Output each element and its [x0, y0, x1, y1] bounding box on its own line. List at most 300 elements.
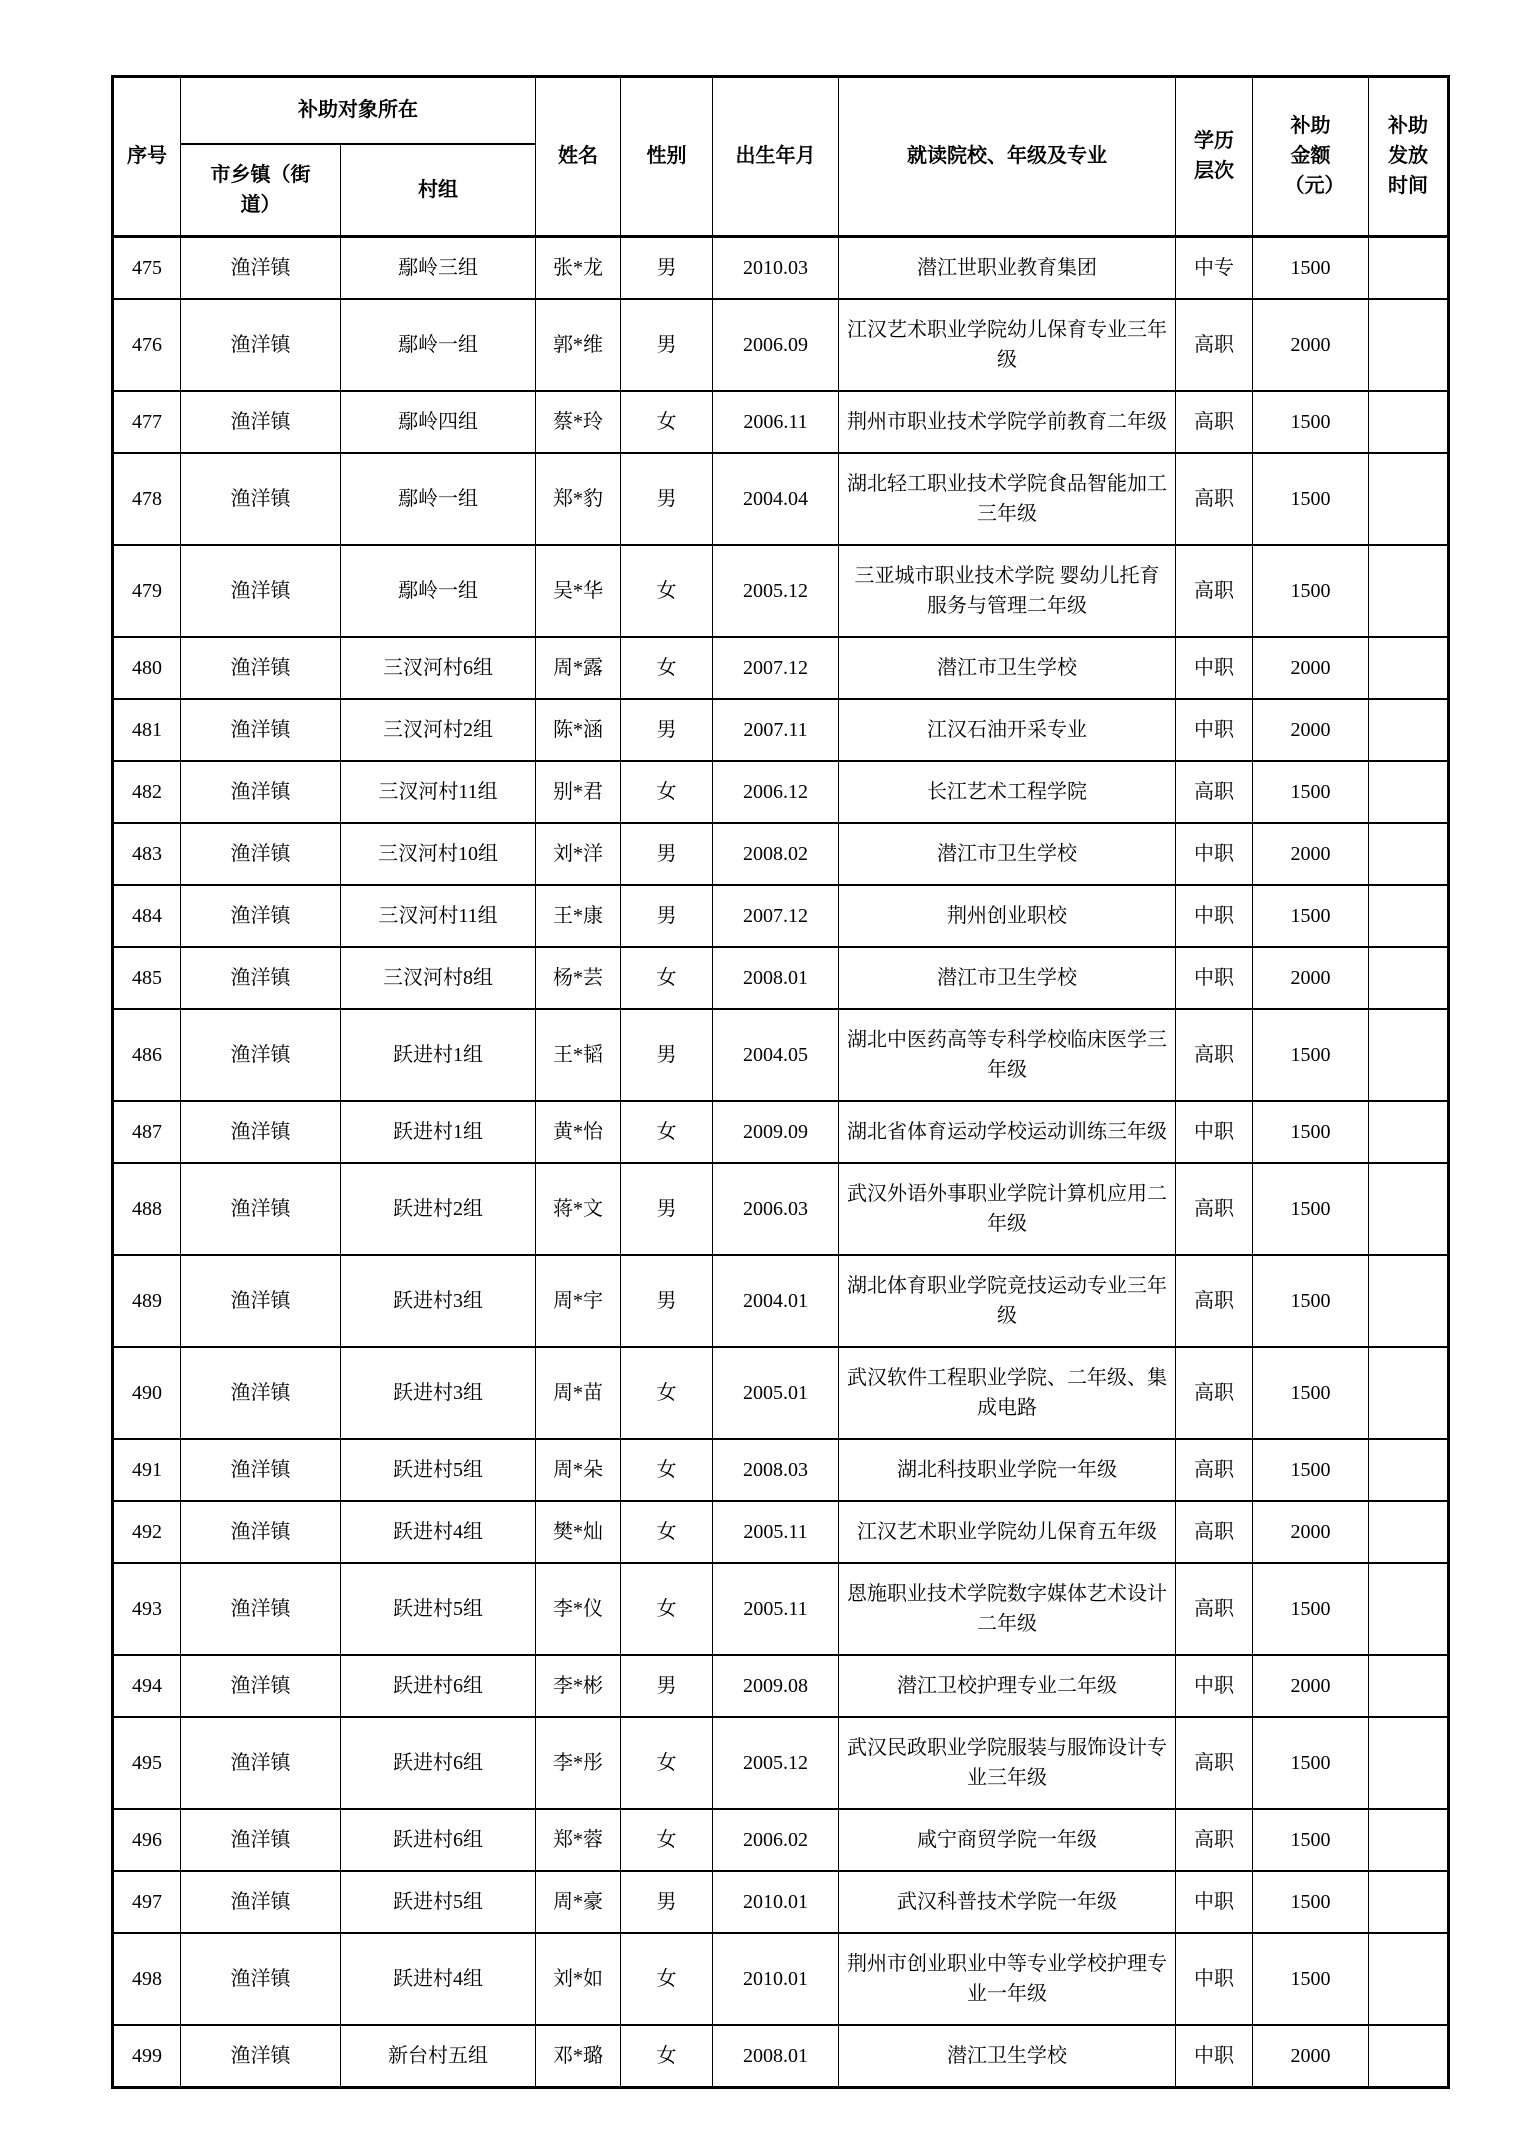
cell-school-grade-major: 潜江卫生学校 [839, 2025, 1176, 2088]
table-row [113, 1439, 1449, 1501]
header-subsidy-amount [1253, 77, 1369, 237]
table-row [113, 1933, 1449, 2025]
cell-school-grade-major: 三亚城市职业技术学院 婴幼儿托育服务与管理二年级 [839, 545, 1176, 637]
cell-education-level: 中职 [1176, 637, 1253, 699]
cell-school-grade-major: 湖北轻工职业技术学院食品智能加工三年级 [839, 453, 1176, 545]
cell-village-group: 跃进村3组 [341, 1255, 536, 1347]
table-row [113, 699, 1449, 761]
cell-subsidy-amount: 1500 [1253, 1009, 1369, 1101]
cell-town: 渔洋镇 [181, 1009, 341, 1101]
cell-name: 李*仪 [536, 1563, 621, 1655]
cell-payment-time [1369, 1655, 1449, 1717]
cell-payment-time [1369, 947, 1449, 1009]
table-row [113, 1347, 1449, 1439]
cell-gender: 男 [621, 1009, 713, 1101]
cell-education-level: 高职 [1176, 545, 1253, 637]
cell-education-level: 中职 [1176, 1655, 1253, 1717]
cell-serial-number: 478 [113, 453, 181, 545]
cell-serial-number: 477 [113, 391, 181, 453]
cell-name: 周*露 [536, 637, 621, 699]
cell-birth-date: 2008.01 [713, 947, 839, 1009]
cell-subsidy-amount: 1500 [1253, 391, 1369, 453]
cell-subsidy-amount: 1500 [1253, 1871, 1369, 1933]
cell-education-level: 高职 [1176, 299, 1253, 391]
cell-school-grade-major: 荆州市创业职业中等专业学校护理专业一年级 [839, 1933, 1176, 2025]
cell-school-grade-major: 江汉艺术职业学院幼儿保育五年级 [839, 1501, 1176, 1563]
cell-gender: 女 [621, 1347, 713, 1439]
table-row [113, 947, 1449, 1009]
cell-village-group: 跃进村5组 [341, 1439, 536, 1501]
header-village [341, 144, 536, 237]
cell-gender: 女 [621, 1933, 713, 2025]
header-town [181, 144, 341, 237]
cell-village-group: 鄢岭一组 [341, 545, 536, 637]
cell-education-level: 中职 [1176, 1871, 1253, 1933]
cell-serial-number: 488 [113, 1163, 181, 1255]
header-serial-number-label: 序号 [127, 145, 167, 168]
cell-town: 渔洋镇 [181, 637, 341, 699]
cell-school-grade-major: 武汉外语外事职业学院计算机应用二年级 [839, 1163, 1176, 1255]
cell-subsidy-amount: 1500 [1253, 236, 1369, 299]
cell-payment-time [1369, 699, 1449, 761]
cell-education-level: 高职 [1176, 1717, 1253, 1809]
header-location-group [181, 77, 536, 144]
cell-village-group: 跃进村5组 [341, 1563, 536, 1655]
cell-birth-date: 2007.11 [713, 699, 839, 761]
cell-name: 樊*灿 [536, 1501, 621, 1563]
cell-village-group: 三汊河村8组 [341, 947, 536, 1009]
header-payment-time [1369, 77, 1449, 237]
cell-school-grade-major: 江汉石油开采专业 [839, 699, 1176, 761]
cell-payment-time [1369, 1933, 1449, 2025]
table-row [113, 1563, 1449, 1655]
cell-gender: 男 [621, 885, 713, 947]
table-row [113, 1501, 1449, 1563]
cell-birth-date: 2005.01 [713, 1347, 839, 1439]
header-education-level [1176, 77, 1253, 237]
cell-birth-date: 2006.09 [713, 299, 839, 391]
cell-serial-number: 482 [113, 761, 181, 823]
cell-subsidy-amount: 1500 [1253, 1163, 1369, 1255]
cell-subsidy-amount: 2000 [1253, 637, 1369, 699]
header-subsidy-amount-label: 补助金额（元） [1284, 115, 1345, 198]
cell-town: 渔洋镇 [181, 545, 341, 637]
table-row [113, 453, 1449, 545]
cell-payment-time [1369, 236, 1449, 299]
cell-name: 蒋*文 [536, 1163, 621, 1255]
cell-serial-number: 498 [113, 1933, 181, 2025]
table-row [113, 236, 1449, 299]
cell-subsidy-amount: 2000 [1253, 947, 1369, 1009]
cell-town: 渔洋镇 [181, 1563, 341, 1655]
header-birth-date-label: 出生年月 [735, 145, 816, 168]
cell-name: 邓*璐 [536, 2025, 621, 2088]
cell-payment-time [1369, 1101, 1449, 1163]
cell-town: 渔洋镇 [181, 1809, 341, 1871]
cell-payment-time [1369, 1009, 1449, 1101]
table-row [113, 885, 1449, 947]
cell-education-level: 高职 [1176, 1163, 1253, 1255]
header-school-grade-major-label: 就读院校、年级及专业 [907, 145, 1107, 168]
cell-payment-time [1369, 391, 1449, 453]
cell-town: 渔洋镇 [181, 1655, 341, 1717]
cell-town: 渔洋镇 [181, 1933, 341, 2025]
cell-town: 渔洋镇 [181, 1717, 341, 1809]
cell-gender: 男 [621, 1655, 713, 1717]
cell-education-level: 中职 [1176, 2025, 1253, 2088]
cell-name: 刘*洋 [536, 823, 621, 885]
cell-town: 渔洋镇 [181, 1255, 341, 1347]
cell-school-grade-major: 湖北体育职业学院竞技运动专业三年级 [839, 1255, 1176, 1347]
cell-village-group: 三汊河村11组 [341, 885, 536, 947]
cell-serial-number: 480 [113, 637, 181, 699]
cell-birth-date: 2005.11 [713, 1563, 839, 1655]
cell-birth-date: 2009.08 [713, 1655, 839, 1717]
cell-gender: 女 [621, 1501, 713, 1563]
cell-birth-date: 2006.02 [713, 1809, 839, 1871]
cell-town: 渔洋镇 [181, 391, 341, 453]
table-row [113, 823, 1449, 885]
cell-town: 渔洋镇 [181, 299, 341, 391]
cell-subsidy-amount: 1500 [1253, 453, 1369, 545]
cell-name: 王*韬 [536, 1009, 621, 1101]
table-row [113, 391, 1449, 453]
cell-payment-time [1369, 1347, 1449, 1439]
cell-serial-number: 486 [113, 1009, 181, 1101]
cell-gender: 男 [621, 236, 713, 299]
cell-birth-date: 2007.12 [713, 885, 839, 947]
cell-education-level: 高职 [1176, 391, 1253, 453]
cell-payment-time [1369, 885, 1449, 947]
cell-village-group: 鄢岭一组 [341, 453, 536, 545]
cell-gender: 男 [621, 699, 713, 761]
cell-name: 王*康 [536, 885, 621, 947]
cell-payment-time [1369, 1809, 1449, 1871]
cell-birth-date: 2010.01 [713, 1933, 839, 2025]
cell-gender: 女 [621, 545, 713, 637]
cell-serial-number: 485 [113, 947, 181, 1009]
cell-name: 周*豪 [536, 1871, 621, 1933]
cell-education-level: 高职 [1176, 1563, 1253, 1655]
cell-payment-time [1369, 1871, 1449, 1933]
cell-payment-time [1369, 1563, 1449, 1655]
cell-birth-date: 2006.12 [713, 761, 839, 823]
cell-town: 渔洋镇 [181, 699, 341, 761]
cell-subsidy-amount: 1500 [1253, 1933, 1369, 2025]
cell-payment-time [1369, 2025, 1449, 2088]
cell-village-group: 跃进村4组 [341, 1933, 536, 2025]
cell-school-grade-major: 湖北省体育运动学校运动训练三年级 [839, 1101, 1176, 1163]
table-row [113, 761, 1449, 823]
cell-village-group: 跃进村2组 [341, 1163, 536, 1255]
cell-serial-number: 481 [113, 699, 181, 761]
cell-subsidy-amount: 2000 [1253, 299, 1369, 391]
cell-serial-number: 487 [113, 1101, 181, 1163]
cell-school-grade-major: 潜江市卫生学校 [839, 823, 1176, 885]
cell-subsidy-amount: 1500 [1253, 1809, 1369, 1871]
cell-education-level: 高职 [1176, 1439, 1253, 1501]
header-school-grade-major [839, 77, 1176, 237]
header-gender-label: 性别 [646, 145, 687, 168]
cell-birth-date: 2009.09 [713, 1101, 839, 1163]
table-body [113, 236, 1449, 2087]
cell-education-level: 中职 [1176, 1101, 1253, 1163]
table-row [113, 1101, 1449, 1163]
cell-serial-number: 476 [113, 299, 181, 391]
cell-subsidy-amount: 1500 [1253, 1101, 1369, 1163]
cell-gender: 女 [621, 1101, 713, 1163]
cell-education-level: 高职 [1176, 1009, 1253, 1101]
cell-birth-date: 2004.04 [713, 453, 839, 545]
table-row [113, 637, 1449, 699]
cell-school-grade-major: 湖北中医药高等专科学校临床医学三年级 [839, 1009, 1176, 1101]
cell-school-grade-major: 潜江卫校护理专业二年级 [839, 1655, 1176, 1717]
table-row [113, 2025, 1449, 2088]
cell-gender: 男 [621, 1255, 713, 1347]
cell-education-level: 中职 [1176, 885, 1253, 947]
table-row [113, 545, 1449, 637]
cell-serial-number: 496 [113, 1809, 181, 1871]
cell-name: 郑*蓉 [536, 1809, 621, 1871]
cell-town: 渔洋镇 [181, 1163, 341, 1255]
cell-school-grade-major: 荆州市职业技术学院学前教育二年级 [839, 391, 1176, 453]
cell-village-group: 鄢岭一组 [341, 299, 536, 391]
cell-education-level: 高职 [1176, 453, 1253, 545]
cell-subsidy-amount: 2000 [1253, 2025, 1369, 2088]
cell-education-level: 高职 [1176, 761, 1253, 823]
cell-subsidy-amount: 1500 [1253, 1563, 1369, 1655]
cell-town: 渔洋镇 [181, 885, 341, 947]
cell-village-group: 跃进村4组 [341, 1501, 536, 1563]
header-gender [621, 77, 713, 237]
cell-subsidy-amount: 2000 [1253, 823, 1369, 885]
cell-payment-time [1369, 1439, 1449, 1501]
cell-gender: 女 [621, 1563, 713, 1655]
cell-birth-date: 2010.03 [713, 236, 839, 299]
cell-birth-date: 2007.12 [713, 637, 839, 699]
table-row [113, 1009, 1449, 1101]
cell-town: 渔洋镇 [181, 453, 341, 545]
cell-serial-number: 490 [113, 1347, 181, 1439]
cell-school-grade-major: 湖北科技职业学院一年级 [839, 1439, 1176, 1501]
table-row [113, 1871, 1449, 1933]
cell-village-group: 三汊河村10组 [341, 823, 536, 885]
cell-name: 周*朵 [536, 1439, 621, 1501]
cell-gender: 男 [621, 823, 713, 885]
cell-subsidy-amount: 2000 [1253, 699, 1369, 761]
cell-serial-number: 489 [113, 1255, 181, 1347]
cell-school-grade-major: 恩施职业技术学院数字媒体艺术设计二年级 [839, 1563, 1176, 1655]
cell-subsidy-amount: 2000 [1253, 1655, 1369, 1717]
cell-education-level: 中专 [1176, 236, 1253, 299]
cell-town: 渔洋镇 [181, 2025, 341, 2088]
cell-village-group: 新台村五组 [341, 2025, 536, 2088]
cell-school-grade-major: 潜江市卫生学校 [839, 637, 1176, 699]
cell-payment-time [1369, 1717, 1449, 1809]
cell-town: 渔洋镇 [181, 236, 341, 299]
cell-payment-time [1369, 1163, 1449, 1255]
cell-birth-date: 2008.03 [713, 1439, 839, 1501]
cell-village-group: 三汊河村2组 [341, 699, 536, 761]
cell-town: 渔洋镇 [181, 1101, 341, 1163]
cell-education-level: 中职 [1176, 699, 1253, 761]
cell-subsidy-amount: 1500 [1253, 761, 1369, 823]
cell-town: 渔洋镇 [181, 1501, 341, 1563]
cell-town: 渔洋镇 [181, 1871, 341, 1933]
header-village-label: 村组 [418, 178, 458, 201]
cell-birth-date: 2004.05 [713, 1009, 839, 1101]
cell-gender: 女 [621, 1809, 713, 1871]
cell-village-group: 跃进村6组 [341, 1655, 536, 1717]
cell-gender: 女 [621, 1439, 713, 1501]
cell-payment-time [1369, 823, 1449, 885]
cell-gender: 女 [621, 1717, 713, 1809]
cell-name: 李*彤 [536, 1717, 621, 1809]
cell-education-level: 高职 [1176, 1809, 1253, 1871]
cell-school-grade-major: 武汉软件工程职业学院、二年级、集成电路 [839, 1347, 1176, 1439]
cell-subsidy-amount: 1500 [1253, 1347, 1369, 1439]
header-name-label: 姓名 [558, 145, 598, 168]
cell-village-group: 鄢岭四组 [341, 391, 536, 453]
table-row [113, 299, 1449, 391]
cell-birth-date: 2008.01 [713, 2025, 839, 2088]
cell-serial-number: 493 [113, 1563, 181, 1655]
cell-name: 刘*如 [536, 1933, 621, 2025]
cell-name: 陈*涵 [536, 699, 621, 761]
cell-town: 渔洋镇 [181, 761, 341, 823]
cell-village-group: 三汊河村6组 [341, 637, 536, 699]
header-education-level-label: 学历层次 [1194, 130, 1234, 183]
cell-education-level: 中职 [1176, 823, 1253, 885]
cell-name: 吴*华 [536, 545, 621, 637]
cell-town: 渔洋镇 [181, 823, 341, 885]
cell-payment-time [1369, 761, 1449, 823]
cell-town: 渔洋镇 [181, 947, 341, 1009]
table-row [113, 1163, 1449, 1255]
table-row [113, 1717, 1449, 1809]
cell-subsidy-amount: 2000 [1253, 1501, 1369, 1563]
cell-school-grade-major: 武汉民政职业学院服装与服饰设计专业三年级 [839, 1717, 1176, 1809]
cell-gender: 女 [621, 637, 713, 699]
cell-serial-number: 494 [113, 1655, 181, 1717]
cell-name: 周*苗 [536, 1347, 621, 1439]
cell-town: 渔洋镇 [181, 1347, 341, 1439]
cell-village-group: 跃进村1组 [341, 1009, 536, 1101]
cell-name: 别*君 [536, 761, 621, 823]
cell-birth-date: 2005.11 [713, 1501, 839, 1563]
cell-name: 杨*芸 [536, 947, 621, 1009]
cell-gender: 男 [621, 299, 713, 391]
cell-name: 郑*豹 [536, 453, 621, 545]
cell-serial-number: 491 [113, 1439, 181, 1501]
cell-birth-date: 2010.01 [713, 1871, 839, 1933]
cell-gender: 女 [621, 2025, 713, 2088]
table-row [113, 1655, 1449, 1717]
cell-serial-number: 475 [113, 236, 181, 299]
header-location-group-label: 补助对象所在 [298, 99, 418, 122]
cell-birth-date: 2005.12 [713, 545, 839, 637]
cell-gender: 女 [621, 761, 713, 823]
cell-serial-number: 483 [113, 823, 181, 885]
cell-name: 张*龙 [536, 236, 621, 299]
cell-school-grade-major: 江汉艺术职业学院幼儿保育专业三年级 [839, 299, 1176, 391]
cell-serial-number: 495 [113, 1717, 181, 1809]
cell-education-level: 高职 [1176, 1501, 1253, 1563]
header-town-label: 市乡镇（街道） [210, 163, 311, 216]
cell-name: 周*宇 [536, 1255, 621, 1347]
cell-payment-time [1369, 1501, 1449, 1563]
cell-village-group: 跃进村6组 [341, 1809, 536, 1871]
cell-school-grade-major: 潜江世职业教育集团 [839, 236, 1176, 299]
cell-birth-date: 2005.12 [713, 1717, 839, 1809]
table-row [113, 1255, 1449, 1347]
cell-subsidy-amount: 1500 [1253, 1255, 1369, 1347]
cell-serial-number: 484 [113, 885, 181, 947]
cell-education-level: 高职 [1176, 1255, 1253, 1347]
header-payment-time-label: 补助发放时间 [1388, 115, 1428, 198]
cell-subsidy-amount: 1500 [1253, 1717, 1369, 1809]
cell-village-group: 跃进村1组 [341, 1101, 536, 1163]
cell-serial-number: 497 [113, 1871, 181, 1933]
cell-name: 蔡*玲 [536, 391, 621, 453]
table-row [113, 1809, 1449, 1871]
cell-school-grade-major: 咸宁商贸学院一年级 [839, 1809, 1176, 1871]
header-serial-number [113, 77, 181, 237]
cell-birth-date: 2006.03 [713, 1163, 839, 1255]
cell-name: 黄*怡 [536, 1101, 621, 1163]
cell-subsidy-amount: 1500 [1253, 545, 1369, 637]
cell-school-grade-major: 长江艺术工程学院 [839, 761, 1176, 823]
cell-payment-time [1369, 1255, 1449, 1347]
cell-gender: 女 [621, 947, 713, 1009]
cell-serial-number: 492 [113, 1501, 181, 1563]
cell-birth-date: 2006.11 [713, 391, 839, 453]
cell-school-grade-major: 武汉科普技术学院一年级 [839, 1871, 1176, 1933]
cell-subsidy-amount: 1500 [1253, 1439, 1369, 1501]
cell-birth-date: 2008.02 [713, 823, 839, 885]
cell-town: 渔洋镇 [181, 1439, 341, 1501]
cell-village-group: 跃进村3组 [341, 1347, 536, 1439]
cell-payment-time [1369, 453, 1449, 545]
header-birth-date [713, 77, 839, 237]
cell-payment-time [1369, 637, 1449, 699]
cell-payment-time [1369, 299, 1449, 391]
cell-village-group: 跃进村6组 [341, 1717, 536, 1809]
cell-village-group: 鄢岭三组 [341, 236, 536, 299]
cell-gender: 男 [621, 453, 713, 545]
cell-gender: 男 [621, 1871, 713, 1933]
table-header [113, 77, 1449, 237]
cell-subsidy-amount: 1500 [1253, 885, 1369, 947]
cell-education-level: 高职 [1176, 1347, 1253, 1439]
cell-school-grade-major: 潜江市卫生学校 [839, 947, 1176, 1009]
cell-serial-number: 499 [113, 2025, 181, 2088]
cell-education-level: 中职 [1176, 1933, 1253, 2025]
cell-name: 李*彬 [536, 1655, 621, 1717]
subsidy-table [111, 75, 1450, 2089]
cell-gender: 男 [621, 1163, 713, 1255]
cell-village-group: 跃进村5组 [341, 1871, 536, 1933]
cell-school-grade-major: 荆州创业职校 [839, 885, 1176, 947]
cell-education-level: 中职 [1176, 947, 1253, 1009]
header-name [536, 77, 621, 237]
cell-birth-date: 2004.01 [713, 1255, 839, 1347]
cell-name: 郭*维 [536, 299, 621, 391]
cell-gender: 女 [621, 391, 713, 453]
cell-payment-time [1369, 545, 1449, 637]
cell-serial-number: 479 [113, 545, 181, 637]
cell-village-group: 三汊河村11组 [341, 761, 536, 823]
